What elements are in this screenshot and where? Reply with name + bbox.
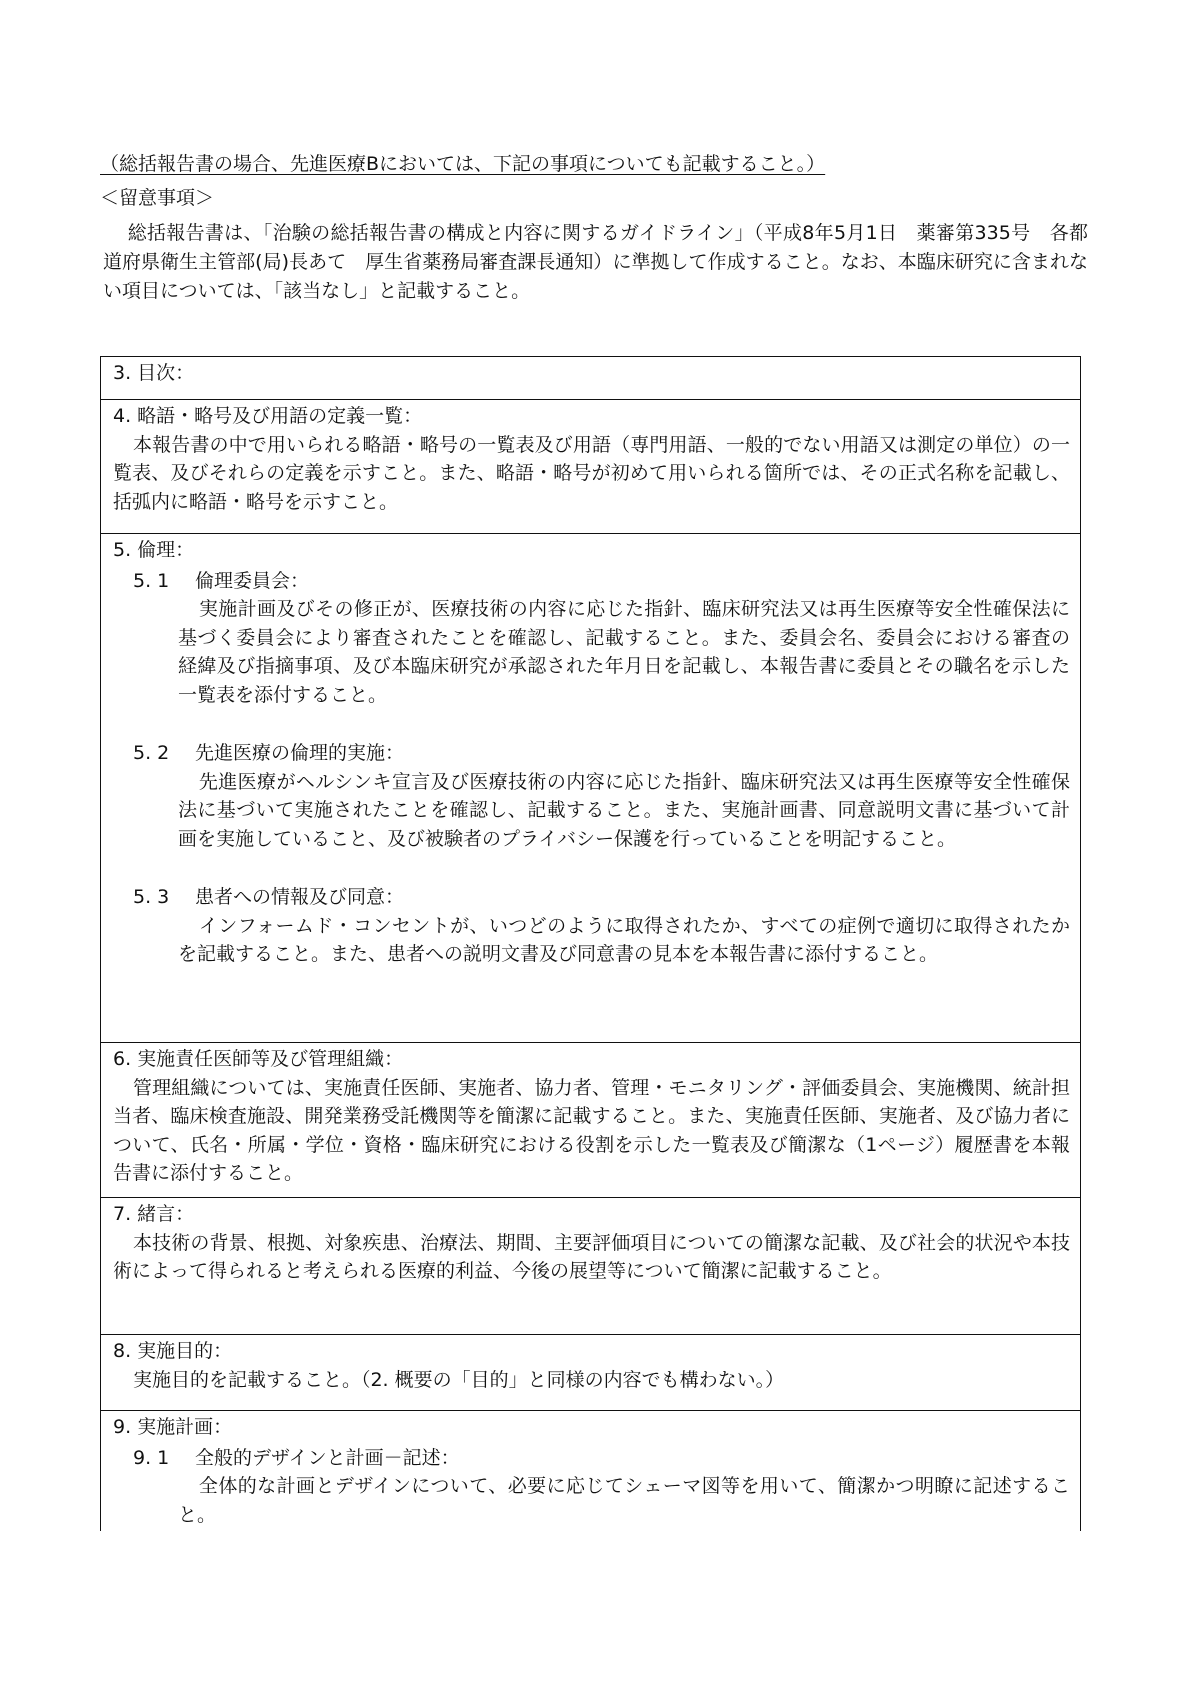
section-body-abbrev: 本報告書の中で用いられる略語・略号の一覧表及び用語（専門用語、一般的でない用語又は測定の単位）の一覧表、及びそれらの定義を示すこと。また、略語・略号が初めて用いられる箇所では、その正式名称を記載し、括弧内に略語・略号を示すこと。 <box>113 433 1070 513</box>
section-cell <box>101 534 1081 1043</box>
subsection-heading-9-1 <box>133 1444 1070 1473</box>
section-body-intro: 本技術の背景、根拠、対象疾患、治療法、期間、主要評価項目についての簡潔な記載、及び社会的状況や本技術によって得られると考えられる医療的利益、今後の展望等について簡潔に記載すること。 <box>113 1231 1070 1282</box>
subsection-title: 倫理委員会： <box>195 569 310 592</box>
intro-text: 総括報告書は、「治験の総括報告書の構成と内容に関するガイドライン」（平成8年5月1日 薬審第335号 各都道府県衛生主管部(局)長あて 厚生省薬務局審査課長通知）に準拠して作成すること。なお、本臨床研究に含まれない項目については、「該当なし」と記載すること。 <box>103 222 1088 302</box>
section-title-org: 6. 実施責任医師等及び管理組織： <box>113 1048 404 1070</box>
section-title-toc: 3. 目次： <box>113 362 195 384</box>
section-row-org <box>101 1043 1081 1198</box>
section-row-ethics <box>101 534 1081 1043</box>
section-cell <box>101 1198 1081 1335</box>
subsection-number: 5. 1 <box>133 569 170 592</box>
subsection-heading-5-1 <box>133 567 1070 596</box>
subsection-number: 5. 3 <box>133 886 170 908</box>
section-row-toc <box>101 357 1081 400</box>
subsection-title: 全般的デザインと計画－記述： <box>195 1446 460 1469</box>
section-cell <box>101 1043 1081 1198</box>
section-row-plan <box>101 1411 1081 1532</box>
section-cell <box>101 1411 1081 1532</box>
subsection-heading-5-3 <box>133 883 1070 912</box>
subsection-number: 5. 2 <box>133 742 170 764</box>
section-row-abbrev <box>101 400 1081 534</box>
subsection-title: 先進医療の倫理的実施： <box>195 742 405 764</box>
section-title-intro: 7. 緒言： <box>113 1203 195 1225</box>
subsection-body-9-1: 全体的な計画とデザインについて、必要に応じてシェーマ図等を用いて、簡潔かつ明瞭に記述すること。 <box>178 1475 1070 1526</box>
subsection-body-5-3: インフォームド・コンセントが、いつどのように取得されたか、すべての症例で適切に取得されたかを記載すること。また、患者への説明文書及び同意書の見本を本報告書に添付すること。 <box>178 914 1070 965</box>
subsection-title: 患者への情報及び同意： <box>195 886 405 908</box>
section-cell <box>101 357 1081 400</box>
subsection-number: 9. 1 <box>133 1446 170 1469</box>
notes-heading: ＜留意事項＞ <box>100 187 215 209</box>
notice-line: （総括報告書の場合、先進医療Bにおいては、下記の事項についても記載すること。） <box>100 153 826 175</box>
sections-table <box>100 356 1081 1531</box>
subsection-heading-5-2 <box>133 739 1070 768</box>
section-row-intro <box>101 1198 1081 1335</box>
subsection-body-5-1: 実施計画及びその修正が、医療技術の内容に応じた指針、臨床研究法又は再生医療等安全性確保法に基づく委員会により審査されたことを確認し、記載すること。また、委員会名、委員会における審査の経緯及び指摘事項、及び本臨床研究が承認された年月日を記載し、本報告書に委員とその職名を示した一覧表を添付すること。 <box>178 598 1070 706</box>
section-title-plan: 9. 実施計画： <box>113 1416 233 1438</box>
section-title-purpose: 8. 実施目的： <box>113 1340 233 1362</box>
section-body-purpose: 実施目的を記載すること。（2. 概要の「目的」と同様の内容でも構わない。） <box>132 1368 785 1391</box>
subsection-body-5-2: 先進医療がヘルシンキ宣言及び医療技術の内容に応じた指針、臨床研究法又は再生医療等安全性確保法に基づいて実施されたことを確認し、記載すること。また、実施計画書、同意説明文書に基づいて計画を実施していること、及び被験者のプライバシー保護を行っていることを明記すること。 <box>178 770 1070 850</box>
section-row-purpose <box>101 1335 1081 1411</box>
section-cell <box>101 1335 1081 1411</box>
section-cell <box>101 400 1081 534</box>
section-title-ethics: 5. 倫理： <box>113 539 195 561</box>
intro-paragraph <box>103 219 1088 306</box>
section-title-abbrev: 4. 略語・略号及び用語の定義一覧： <box>113 405 423 427</box>
section-body-org: 管理組織については、実施責任医師、実施者、協力者、管理・モニタリング・評価委員会、実施機関、統計担当者、臨床検査施設、開発業務受託機関等を簡潔に記載すること。また、実施責任医師、実施者、及び協力者について、氏名・所属・学位・資格・臨床研究における役割を示した一覧表及び簡潔な（1ページ）履歴書を本報告書に添付すること。 <box>113 1076 1070 1184</box>
